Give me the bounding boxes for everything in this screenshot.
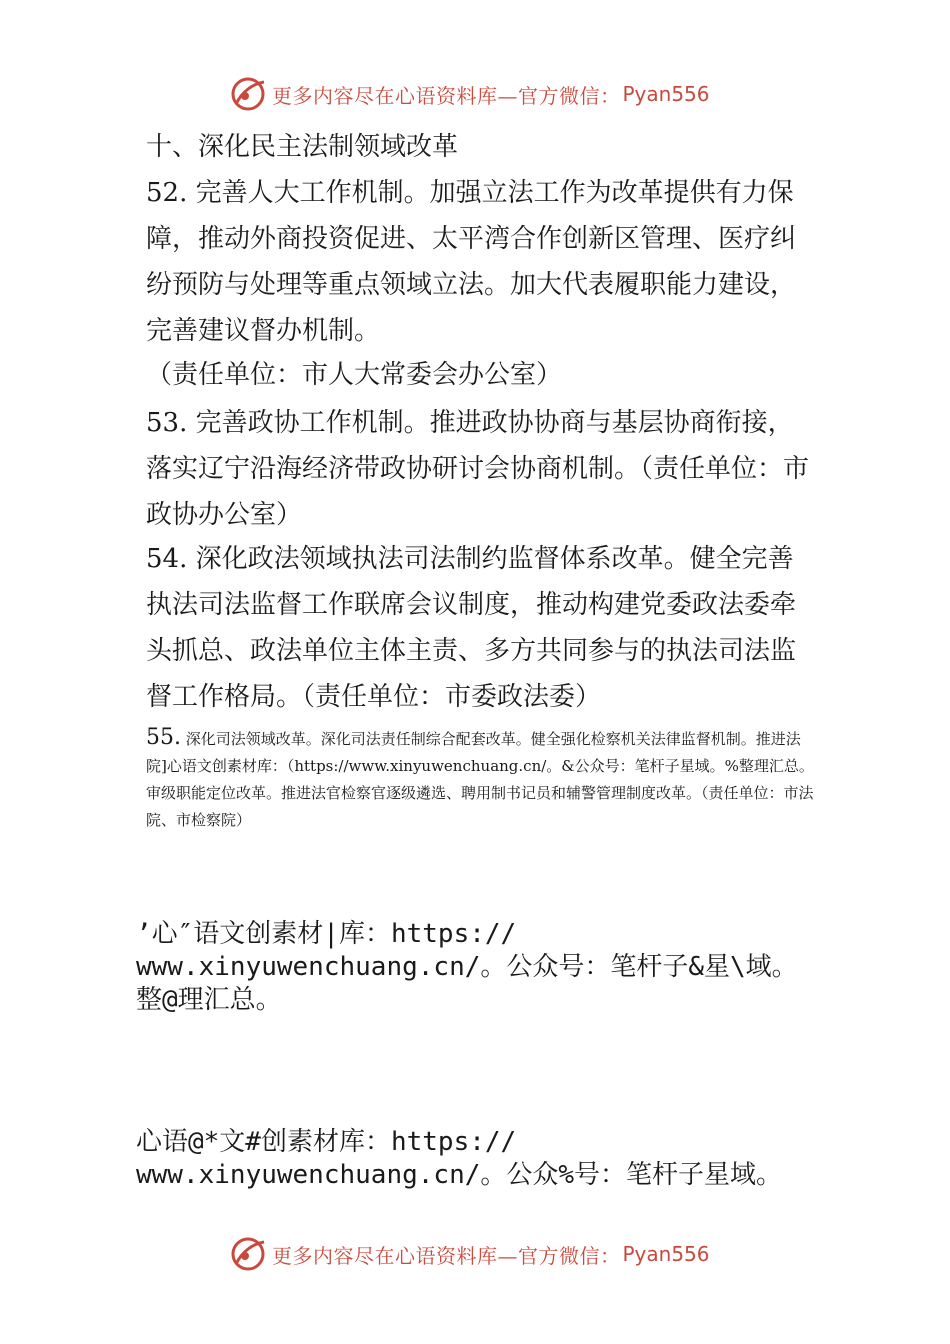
watermark-block-1 xyxy=(136,918,836,1017)
watermark-1-line-2: www.xinyuwenchuang.cn/。公众号：笔杆子&星\域。 xyxy=(136,952,798,982)
header-banner xyxy=(228,72,728,116)
paragraph-52: 52. 完善人大工作机制。加强立法工作为改革提供有力保障，推动外商投资促进、太平湾合作创新区管理、医疗纠纷预防与处理等重点领域立法。加大代表履职能力建设，完善建议督办机制。 xyxy=(146,178,797,346)
paragraph-55-number: 55. xyxy=(146,725,181,750)
banner-wechat-id: Pyan556 xyxy=(622,1242,710,1266)
responsibility-52: （责任单位：市人大常委会办公室） xyxy=(146,360,563,390)
watermark-1-line-3: 整@理汇总。 xyxy=(136,985,282,1015)
banner-text: 更多内容尽在心语资料库—官方微信： xyxy=(272,83,621,108)
section-heading: 十、深化民主法制领域改革 xyxy=(146,132,459,162)
watermark-block-2 xyxy=(136,1126,836,1192)
paragraph-55 xyxy=(146,724,816,834)
logo-icon xyxy=(228,74,268,114)
footer-banner xyxy=(228,1232,728,1276)
watermark-1-line-1: ’心″语文创素材|库：https:// xyxy=(136,919,517,949)
banner-wechat-id: Pyan556 xyxy=(622,82,710,106)
watermark-2-line-1: 心语@*文#创素材库：https:// xyxy=(136,1127,517,1157)
logo-icon xyxy=(228,1234,268,1274)
banner-text: 更多内容尽在心语资料库—官方微信： xyxy=(272,1243,621,1268)
watermark-2-line-2: www.xinyuwenchuang.cn/。公众%号：笔杆子星域。 xyxy=(136,1160,783,1190)
paragraph-55-text: 深化司法领域改革。深化司法责任制综合配套改革。健全强化检察机关法律监督机制。推进法院]心语文创素材库：（https://www.xinyuwenchuang.cn/。&公众号：笔杆子星域。%整理汇总。审级职能定位改革。推进法官检察官逐级遴选、聘用制书记员和辅警管理制度改革。（责任单位：市法院、市检察院） xyxy=(146,730,814,829)
paragraph-53: 53. 完善政协工作机制。推进政协协商与基层协商衔接，落实辽宁沿海经济带政协研讨会协商机制。（责任单位：市政协办公室） xyxy=(146,408,810,530)
paragraph-54: 54. 深化政法领域执法司法制约监督体系改革。健全完善执法司法监督工作联席会议制度，推动构建党委政法委牵头抓总、政法单位主体主责、多方共同参与的执法司法监督工作格局。（责任单位：市委政法委） xyxy=(146,544,797,712)
